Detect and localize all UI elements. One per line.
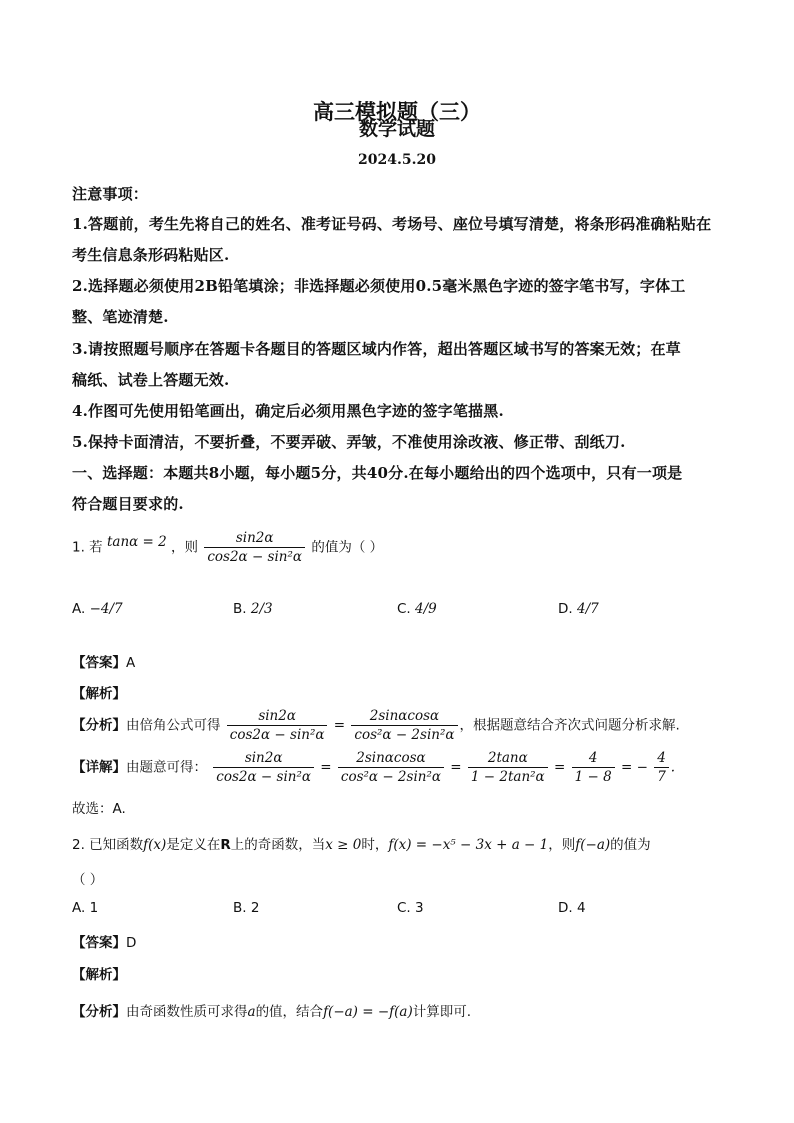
q2-option-b: B. 2 — [233, 900, 260, 916]
q2-condition: x ≥ 0 — [325, 837, 362, 853]
q2-text-e: ，则 — [548, 837, 576, 853]
q2-stem — [72, 833, 651, 853]
notice-line-1b: 考生信息条形码粘贴区. — [72, 246, 230, 264]
q2-expression: f(x) = −x⁵ − 3x + a − 1 — [388, 837, 549, 853]
q2-fenxi-var: a — [247, 1004, 256, 1020]
section-line-1: 一、选择题：本题共8小题，每小题5分，共40分.在每小题给出的四个选项中，只有一项是 — [72, 464, 683, 482]
q2-fenxi-tag: 【分析】 — [72, 1004, 126, 1020]
notice-line-1a: 1.答题前，考生先将自己的姓名、准考证号码、考场号、座位号填写清楚，将条形码准确粘贴在 — [72, 215, 712, 233]
q2-text-a: 2. 已知函数 — [72, 837, 144, 853]
q1-condition: tanα = 2 — [106, 533, 167, 550]
q2-answer-value: D — [126, 935, 137, 951]
q1-fenxi-tag: 【分析】 — [72, 717, 126, 734]
notice-line-4: 4.作图可先使用铅笔画出，确定后必须用黑色字迹的签字笔描黑. — [72, 402, 504, 420]
q1-fenxi-frac-2: $\frac{2\sin\alpha\cos\alpha}{\text{cos²α − 2sin²α}}$ — [351, 708, 457, 743]
q1-option-b-label: B. — [233, 601, 247, 617]
notice-line-3b: 稿纸、试卷上答题无效. — [72, 371, 230, 389]
q1-option-a — [72, 601, 123, 617]
notice-line-2a: 2.选择题必须使用2B铅笔填涂；非选择题必须使用0.5毫米黑色字迹的签字笔书写，字体工 — [72, 277, 686, 295]
q1-option-a-label: A. — [72, 601, 86, 617]
q1-option-d — [558, 601, 599, 617]
q2-fenxi-a: 由奇函数性质可求得 — [126, 1004, 248, 1020]
exam-date: 2024.5.20 — [358, 152, 436, 168]
q1-detail-frac-1: $\frac{\sin 2\alpha}{\text{cos2α − sin²α}}$ — [213, 750, 314, 785]
q1-answer-value: A — [126, 655, 136, 671]
q2-real-set: R — [220, 837, 231, 853]
q1-option-c — [397, 601, 437, 617]
q2-option-c: C. 3 — [397, 900, 424, 916]
exam-title: 高三模拟题（三） — [313, 99, 481, 124]
q1-option-c-value: 4/9 — [415, 601, 437, 617]
q2-answer — [72, 931, 136, 951]
notice-line-5: 5.保持卡面清洁，不要折叠，不要弄破、弄皱，不准使用涂改液、修正带、刮纸刀. — [72, 433, 626, 451]
q2-text-f: 的值为 — [610, 837, 651, 853]
q2-fenxi-b: 的值，结合 — [255, 1004, 324, 1020]
q1-option-d-value: 4/7 — [576, 601, 599, 617]
q1-detail-frac-2: $\frac{2\sin\alpha\cos\alpha}{\text{cos²α − 2sin²α}}$ — [338, 750, 444, 785]
q2-text-d: 时， — [361, 837, 389, 853]
q1-suffix: 的值为（ ） — [311, 539, 384, 556]
q1-fenxi: 【分析】由倍角公式可得 $\frac{\sin 2\alpha}{\text{cos2α − sin²α}}$ = $\frac{2\sin\alpha\cos\alpha}{\text{cos²α − 2sin²α}}$ ，根据题意结合齐次式问题分析求解. — [72, 708, 680, 743]
q2-text-c: 上的奇函数，当 — [230, 837, 326, 853]
q1-option-c-label: C. — [397, 601, 411, 617]
q2-answer-tag: 【答案】 — [72, 935, 126, 951]
q1-xiangjie-pre: 由题意可得： — [126, 759, 207, 776]
q2-fenxi-c: 计算即可. — [412, 1004, 472, 1020]
exam-subject: 数学试题 — [358, 118, 435, 140]
q1-detail-frac-5: $\frac{4}{7}$ — [654, 750, 669, 785]
q1-answer — [72, 651, 135, 671]
q2-option-a: A. 1 — [72, 900, 99, 916]
q1-stem — [72, 530, 383, 565]
q2-text-b: 是定义在 — [166, 837, 221, 853]
q1-answer-tag: 【答案】 — [72, 655, 126, 671]
q1-prefix: 1. 若 — [72, 539, 103, 556]
q1-detail-frac-3: $\frac{2\tan\alpha}{\text{1 − 2tan²α}}$ — [468, 750, 548, 785]
q1-xiangjie: 【详解】由题意可得： $\frac{\sin 2\alpha}{\text{cos2α − sin²α}}$ = $\frac{2\sin\alpha\cos\alpha}{\text{cos²α − 2sin²α}}$ = $\frac{2\tan\alpha}{\text{1 − 2tan²α}}$ = $\frac{4}{1 - 8}$ = − $\frac{4}{7}$ . — [72, 750, 676, 785]
q1-option-b — [233, 601, 273, 617]
q1-choose: 故选：A. — [72, 801, 126, 817]
q2-analysis-tag — [72, 963, 126, 983]
notice-line-2b: 整、笔迹清楚. — [72, 308, 169, 326]
q1-fenxi-frac-1: $\frac{\sin 2\alpha}{\text{cos2α − sin²α}}$ — [227, 708, 328, 743]
q1-fraction-den: cos2α − sin²α — [207, 549, 303, 565]
q1-option-a-value: −4/7 — [89, 601, 123, 617]
q1-option-b-value: 2/3 — [250, 601, 273, 617]
q1-fenxi-post: ，根据题意结合齐次式问题分析求解. — [459, 717, 680, 734]
q1-analysis-tag — [72, 682, 126, 702]
notice-line-3a: 3.请按照题号顺序在答题卡各题目的答题区域内作答，超出答题区域书写的答案无效；在草 — [72, 340, 681, 358]
q1-fenxi-pre: 由倍角公式可得 — [126, 717, 221, 734]
q1-xiangjie-tag: 【详解】 — [72, 759, 126, 776]
q1-option-d-label: D. — [558, 601, 573, 617]
q1-analysis-label: 【解析】 — [72, 686, 126, 702]
q2-fenxi-expr: f(−a) = −f(a) — [323, 1004, 413, 1020]
q1-detail-frac-4: $\frac{4}{1 - 8}$ — [572, 750, 615, 785]
section-line-2: 符合题目要求的. — [72, 495, 184, 513]
q2-analysis-label: 【解析】 — [72, 967, 126, 983]
q2-fx: f(x) — [143, 837, 167, 853]
q1-mid: ，则 — [171, 539, 199, 556]
q2-paren: （ ） — [72, 872, 104, 888]
q1-fraction — [204, 530, 305, 565]
q1-fraction-num: sin2α — [204, 530, 305, 548]
q2-f-minus-a: f(−a) — [575, 837, 611, 853]
q2-option-d: D. 4 — [558, 900, 586, 916]
notice-heading: 注意事项： — [72, 185, 149, 203]
q2-fenxi — [72, 1000, 471, 1020]
